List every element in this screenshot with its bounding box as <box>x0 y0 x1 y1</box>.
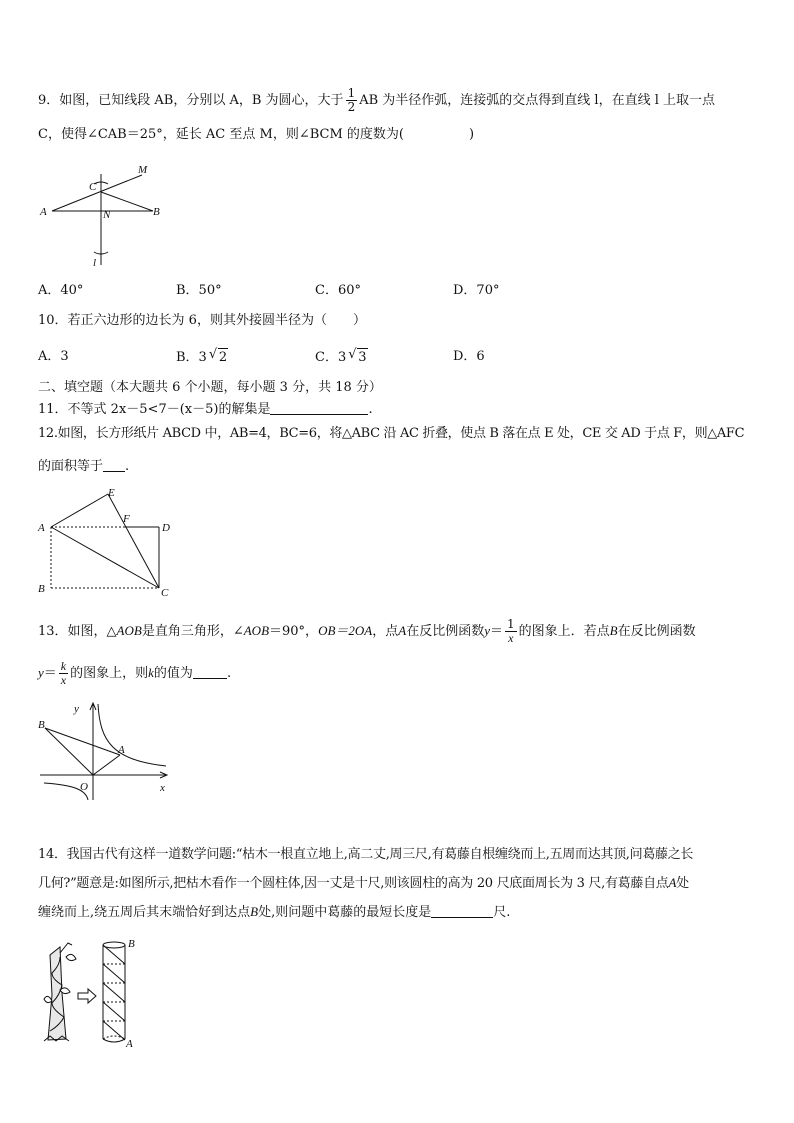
q12-label-f: F <box>123 513 130 525</box>
q9-label-c: C <box>89 181 97 193</box>
q13-answer-blank <box>193 664 227 679</box>
q14-tree-leaf-3 <box>44 996 52 1002</box>
q9-option-c: C．60° <box>315 283 361 298</box>
q14-answer-blank <box>431 903 493 918</box>
q9-half-fraction: $\frac{1}{2}$ <box>347 86 356 114</box>
q14-line3: 缠绕而上,绕五周后其末端恰好到达点B处,则问题中葛藤的最短长度是 尺. <box>38 904 511 920</box>
q10-option-c: C．3√ 3 <box>315 348 368 367</box>
q12-answer-blank <box>103 457 125 472</box>
q10-sqrt-2: √ 2 <box>218 348 228 367</box>
q12-label-e: E <box>108 487 115 499</box>
q9-label-l: l <box>93 257 97 269</box>
q12-label-a: A <box>38 522 45 534</box>
q9-option-b: B．50° <box>176 283 222 298</box>
q14-tree-branch <box>60 943 72 953</box>
q14-helix-front <box>103 945 125 1040</box>
q13-line1: 13．如图，△AOB是直角三角形，∠AOB＝90°，OB＝2OA，点A在反比例函数y＝ $\frac{1}{x}$ 的图象上．若点B在反比例函数 <box>38 617 696 645</box>
q13-figure <box>38 696 178 801</box>
q12-line1: 12.如图，长方形纸片 ABCD 中，AB=4，BC=6，将△ABC 沿 AC 折叠，使点 B 落在点 E 处，CE 交 AD 于点 F，则△AFC <box>38 426 745 441</box>
q9-text-part1: 9．如图，已知线段 AB，分别以 A，B 为圆心，大于 <box>38 93 344 108</box>
section-heading-fill-in: 二、填空题（本大题共 6 个小题，每小题 3 分，共 18 分） <box>38 380 382 395</box>
q14-tree-leaf-1 <box>66 954 76 960</box>
q14-cylinder-top <box>103 942 125 948</box>
q13-line2: y＝ $\frac{k}{x}$ 的图象上，则k的值为 . <box>38 659 232 687</box>
q9-figure <box>38 160 168 270</box>
q9-label-a: A <box>40 206 47 218</box>
q11-text: 11．不等式 2x－5<7－(x－5)的解集是 <box>38 402 271 417</box>
q14-label-a: A <box>126 1038 133 1050</box>
q9-label-b: B <box>153 206 160 218</box>
q14-arrow-icon <box>78 989 96 1003</box>
q13-segment-oa <box>93 755 120 775</box>
q13-label-x: x <box>160 782 165 794</box>
q9-label-m: M <box>138 164 148 176</box>
q10-text: 10．若正六边形的边长为 6，则其外接圆半径为（ ） <box>38 313 366 328</box>
q9-option-a: A．40° <box>38 283 84 298</box>
q13-label-y: y <box>74 703 79 715</box>
q10-sqrt-3: √ 3 <box>357 348 367 367</box>
q14-cylinder-bottom <box>103 1039 125 1042</box>
q10-option-d: D．6 <box>453 349 485 364</box>
q12-edge-ae <box>51 494 108 527</box>
q12-label-b: B <box>38 583 45 595</box>
q13-label-b: B <box>38 719 45 731</box>
q13-fraction-k-over-x: $\frac{k}{x}$ <box>60 659 67 687</box>
q10-option-a: A．3 <box>38 349 69 364</box>
q14-label-b: B <box>128 938 135 950</box>
q9-ray-am <box>52 175 142 211</box>
q11-answer-blank <box>270 400 368 415</box>
q14-figure <box>38 935 148 1050</box>
q9-option-d: D．70° <box>453 283 500 298</box>
q13-label-o: O <box>80 781 88 793</box>
q12-label-c: C <box>161 587 169 599</box>
q9-text-part2: AB 为半径作弧，连接弧的交点得到直线 l，在直线 l 上取一点 <box>359 93 715 108</box>
q13-label-a: A <box>118 744 125 756</box>
q10-option-b: B．3√ 2 <box>176 348 228 367</box>
q13-hyperbola-branch-q1 <box>98 704 166 766</box>
q9-line2: C，使得∠CAB＝25°，延长 AC 至点 M，则∠BCM 的度数为( ) <box>38 127 475 142</box>
q13-fraction-1-over-x: $\frac{1}{x}$ <box>507 617 515 645</box>
q9-line1 <box>38 87 715 114</box>
q13-segment-ob <box>45 728 93 775</box>
q12-label-d: D <box>162 522 170 534</box>
q11-line: 11．不等式 2x－5<7－(x－5)的解集是 . <box>38 402 373 417</box>
q12-figure <box>38 484 178 599</box>
q14-line2: 几何?”题意是:如图所示,把枯木看作一个圆柱体,因一丈是十尺,则该圆柱的高为 20 尺底面周长为 3 尺,有葛藤自点A处 <box>38 875 689 891</box>
q9-label-n: N <box>103 209 111 221</box>
q12-line2: 的面积等于 . <box>38 459 130 474</box>
q14-line1: 14．我国古代有这样一道数学问题:“枯木一根直立地上,高二丈,周三尺,有葛藤自根缠绕而上,五周而达其顶,问葛藤之长 <box>38 847 694 862</box>
